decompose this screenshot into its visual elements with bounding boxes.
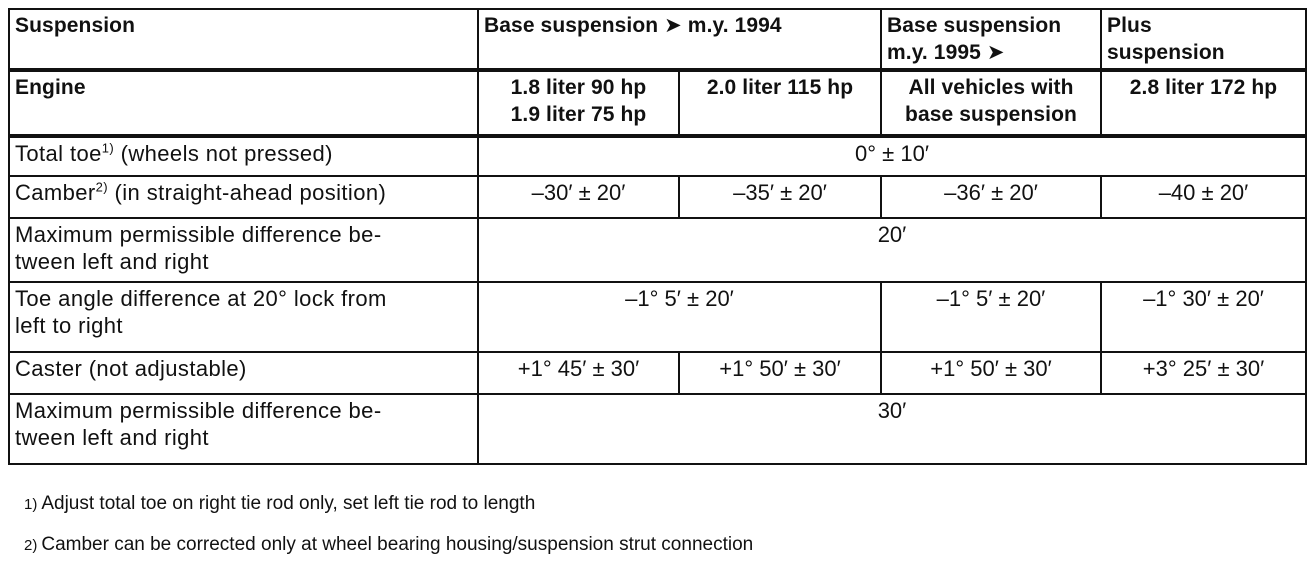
footnote-ref-1: 1)	[101, 140, 115, 156]
total-toe-label-text: Total toe	[15, 141, 102, 166]
engine-1-8-1-9-liter	[478, 70, 679, 136]
header-base-suspension-1994: Base suspension ➤ m.y. 1994	[478, 9, 881, 70]
header-base-suspension-1995-line2: m.y. 1995 ➤	[887, 41, 1005, 64]
engine-all-base	[881, 70, 1101, 136]
total-toe-label	[9, 136, 478, 176]
caster-value-4: +3° 25′ ± 30′	[1101, 352, 1306, 394]
camber-value-4: –40 ± 20′	[1101, 176, 1306, 218]
caster-value-3: +1° 50′ ± 30′	[881, 352, 1101, 394]
camber-value-3: –36′ ± 20′	[881, 176, 1101, 218]
camber-difference-label-line2: tween left and right	[15, 249, 209, 274]
camber-difference-label	[9, 218, 478, 282]
header-row-engine	[9, 70, 1306, 136]
caster-value-1: +1° 45′ ± 30′	[478, 352, 679, 394]
camber-label	[9, 176, 478, 218]
total-toe-value: 0° ± 10′	[478, 136, 1306, 176]
row-toe-angle-difference	[9, 282, 1306, 352]
camber-value-1: –30′ ± 20′	[478, 176, 679, 218]
engine-1-9-liter: 1.9 liter 75 hp	[510, 103, 647, 126]
caster-difference-label-line2: tween left and right	[15, 425, 209, 450]
footnote-1	[24, 494, 753, 515]
header-engine-label: Engine	[9, 70, 478, 136]
engine-2-0-liter: 2.0 liter 115 hp	[679, 70, 881, 136]
engine-all-base-line1: All vehicles with	[908, 76, 1074, 99]
toe-angle-difference-value-base-1995: –1° 5′ ± 20′	[881, 282, 1101, 352]
header-base-suspension-1995-line1: Base suspension	[887, 14, 1062, 37]
footnote-ref-2: 2)	[95, 179, 109, 195]
row-caster-difference	[9, 394, 1306, 464]
caster-value-2: +1° 50′ ± 30′	[679, 352, 881, 394]
camber-difference-value: 20′	[478, 218, 1306, 282]
caster-difference-value: 30′	[478, 394, 1306, 464]
footnote-2-marker: 2)	[24, 537, 38, 554]
camber-label-text: Camber	[15, 180, 96, 205]
toe-angle-difference-label-line1: Toe angle difference at 20° lock from	[15, 286, 387, 311]
row-caster	[9, 352, 1306, 394]
header-base-suspension-1995	[881, 9, 1101, 70]
header-row-suspension	[9, 9, 1306, 70]
footnote-2	[24, 535, 753, 556]
caster-label: Caster (not adjustable)	[9, 352, 478, 394]
caster-difference-label	[9, 394, 478, 464]
footnote-1-text: Adjust total toe on right tie rod only, set left tie rod to length	[41, 493, 536, 514]
camber-label-rest: (in straight-ahead position)	[108, 180, 387, 205]
row-camber-difference	[9, 218, 1306, 282]
suspension-spec-table	[8, 8, 1307, 465]
row-camber	[9, 176, 1306, 218]
header-suspension-label: Suspension	[9, 9, 478, 70]
camber-difference-label-line1: Maximum permissible difference be-	[15, 222, 382, 247]
camber-value-2: –35′ ± 20′	[679, 176, 881, 218]
engine-2-8-liter: 2.8 liter 172 hp	[1101, 70, 1306, 136]
footnote-1-marker: 1)	[24, 496, 38, 513]
toe-angle-difference-value-plus: –1° 30′ ± 20′	[1101, 282, 1306, 352]
header-plus-suspension-line2: suspension	[1107, 41, 1225, 64]
header-plus-suspension-line1: Plus	[1107, 14, 1152, 37]
engine-1-8-liter: 1.8 liter 90 hp	[510, 76, 647, 99]
footnotes	[24, 494, 753, 576]
row-total-toe	[9, 136, 1306, 176]
toe-angle-difference-value-base-1994: –1° 5′ ± 20′	[478, 282, 881, 352]
footnote-2-text: Camber can be corrected only at wheel bearing housing/suspension strut connection	[41, 534, 754, 555]
total-toe-label-rest: (wheels not pressed)	[114, 141, 333, 166]
engine-all-base-line2: base suspension	[905, 103, 1077, 126]
header-plus-suspension	[1101, 9, 1306, 70]
toe-angle-difference-label	[9, 282, 478, 352]
toe-angle-difference-label-line2: left to right	[15, 313, 123, 338]
caster-difference-label-line1: Maximum permissible difference be-	[15, 398, 382, 423]
